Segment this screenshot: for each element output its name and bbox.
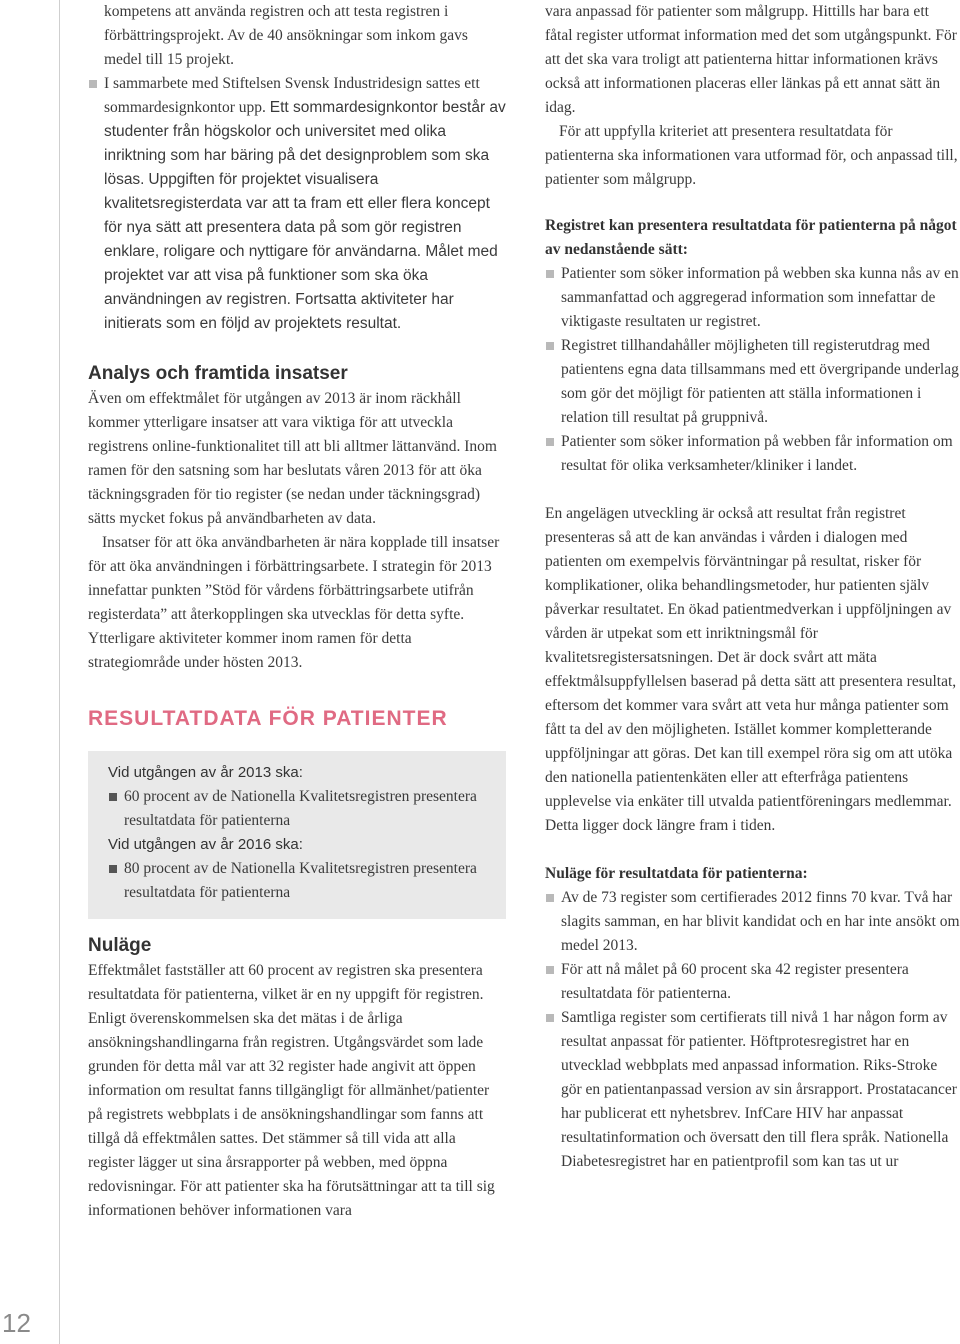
- bullet-lead: I sammarbete med Stiftelsen Svensk Industridesign sattes ett sommardesignkontor upp.: [104, 75, 480, 116]
- list-item: 60 procent av de Nationella Kvalitetsregistren presentera resultatdata för patienterna: [108, 785, 488, 833]
- criteria-list: [545, 262, 960, 478]
- resultatdata-heading: RESULTATDATA FÖR PATIENTER: [88, 707, 448, 730]
- list-item: För att nå målet på 60 procent ska 42 register presentera resultatdata för patienterna.: [545, 958, 960, 1006]
- body-paragraph: För att uppfylla kriteriet att presentera resultatdata för patienterna ska informationen vara utformad för, och anpassad till, patienter som målgrupp.: [545, 123, 958, 188]
- analys-paragraph: Även om effektmålet för utgången av 2013 är inom räckhåll kommer ytterligare insatser att vara viktiga för att utveckla registrens online-funktionalitet till att bli alltmer lättanvänd. Inom ramen för den satsning som har beslutats våren 2013 för att öka täckningsgraden för tio register (se nedan under täckningsgrad) sätts mycket fokus på användbarheten av data.: [88, 390, 497, 527]
- body-paragraph: vara anpassad för patienter som målgrupp. Hittills har bara ett fåtal register utformat information med det som utgångspunkt. För att det ska vara troligt att patienterna hittar informationen krävs också att informationen placeras eller länkas på ett annat sätt än idag.: [545, 3, 957, 116]
- list-item: Patienter som söker information på webben ska kunna nås av en sammanfattad och aggregerad information som innefattar de viktigaste resultaten ur registret.: [545, 262, 960, 334]
- list-item: Patienter som söker information på webben får information om resultat för olika verksamheter/kliniker i landet.: [545, 430, 960, 478]
- nulage-paragraph: Effektmålet fastställer att 60 procent av registren ska presentera resultatdata för patienterna, vilket är en ny uppgift för registren. Enligt överenskommelsen ska det mätas i de årliga ansökningshandlingarna från registren. Utgångsvärdet som lade grunden för detta mål var att 32 register hade angivit att öppen information om resultat fanns tillgängligt för allmänhet/patienter på registrets webbplats i de ansökningshandlingar som fanns att tillgå då effektmålen sattes. Det stämmer så till vida att alla register lägger ut sina årsrapporter på webben, med öppna redovisningar. För att patienter ska ha förutsättningar att ta till sig informationen behöver informationen vara: [88, 962, 495, 1219]
- list-item: Registret tillhandahåller möjligheten till registerutdrag med patientens egna data tillsammans med ett övergripande underlag som gör det möjligt för patienten att ställa informationen i relation till resultat på gruppnivå.: [545, 334, 960, 430]
- right-column: [545, 0, 960, 1174]
- body-paragraph: En angelägen utveckling är också att resultat från registret presenteras så att de kan användas i vården i dialogen med patienten om exempelvis förväntningar på resultat, risker för komplikationer, olika behandlingsmetoder, hur patienten själv påverkar resultatet. En ökad patientmedverkan i uppföljningen av vården är utpekat som ett inriktningsmål för kvalitetsregistersatsningen. Det är dock svårt att mäta effektmålsuppfyllelsen baserad på detta sätt att presentera resultat, eftersom det kommer vara svårt att veta hur många patienter som fått ta del av den möjligheten. Istället kommer kompletterande uppföljningar att göras. Det kan till exempel röra sig om att utöka den nationella patientenkäten eller att efterfråga patientens upplevelse via enkäter till utvalda patientföreningars medlemmar. Detta ligger dock längre fram i tiden.: [545, 505, 957, 834]
- goal-heading-2016: Vid utgången av år 2016 ska:: [108, 836, 303, 853]
- bullet-tail: Uppgiften för projektet visualisera kvalitetsregisterdata var att ta fram ett eller flera koncept för nya sätt att presentera data på som gör registren enklare, roligare och nyttigare för användarna. Målet med projektet var att visa på funktioner som ska öka användningen av registren. Fortsatta aktiviteter har initierats som en följd av projektets resultat.: [104, 171, 498, 332]
- list-item: Samtliga register som certifierats till nivå 1 har någon form av resultat anpassat för patienter. Höftprotesregistret har en utvecklad webbplats med anpassad information. Riks-Stroke gör en patientanpassad version av sin årsrapport. Prostatacancer har publicerat ett nyhetsbrev. InfCare HIV har anpassat resultatinformation och översatt den till flera språk. Nationella Diabetesregistret har en patientprofil som kan tas ut ur: [545, 1006, 960, 1174]
- analys-heading: Analys och framtida insatser: [88, 363, 348, 384]
- list-item: [88, 72, 506, 336]
- status-heading: Nuläge för resultatdata för patienterna:: [545, 865, 808, 882]
- goal-heading-2013: Vid utgången av år 2013 ska:: [108, 764, 303, 781]
- goal-list-2013: [108, 785, 488, 833]
- analys-paragraph: Insatser för att öka användbarheten är nära kopplade till insatser för att öka användningen i förbättringsarbete. I strategin för 2013 innefattar punkten ”Stöd för vårdens förbättringsarbete utifrån registerdata” att återkopplingen ska utvecklas för detta syfte. Ytterligare aktiviteter kommer inom ramen för detta strategiområde under hösten 2013.: [88, 534, 500, 671]
- bullet-sans-part: Ett sommardesignkontor består av studenter från högskolor och universitet med olika inriktning som har bäring på det designproblem som ska lösas.: [104, 99, 506, 188]
- page-number: 12: [2, 1308, 31, 1338]
- nulage-heading: Nuläge: [88, 935, 152, 956]
- page-margin-bar: [0, 0, 60, 1344]
- left-column: [88, 0, 506, 1223]
- list-item: Av de 73 register som certifierades 2012 finns 70 kvar. Två har slagits samman, en har blivit kandidat och en har inte ansökt om medel 2013.: [545, 886, 960, 958]
- bullet-continuation: kompetens att använda registren och att testa registren i förbättringsprojekt. Av de 40 ansökningar som inkom gavs medel till 15 projekt.: [104, 3, 468, 68]
- goal-box: [88, 751, 506, 919]
- list-item: 80 procent av de Nationella Kvalitetsregistren presentera resultatdata för patienterna: [108, 857, 488, 905]
- project-bullets: [88, 72, 506, 336]
- criteria-heading: Registret kan presentera resultatdata för patienterna på något av nedanstående sätt:: [545, 217, 957, 258]
- goal-list-2016: [108, 857, 488, 905]
- status-list: [545, 886, 960, 1174]
